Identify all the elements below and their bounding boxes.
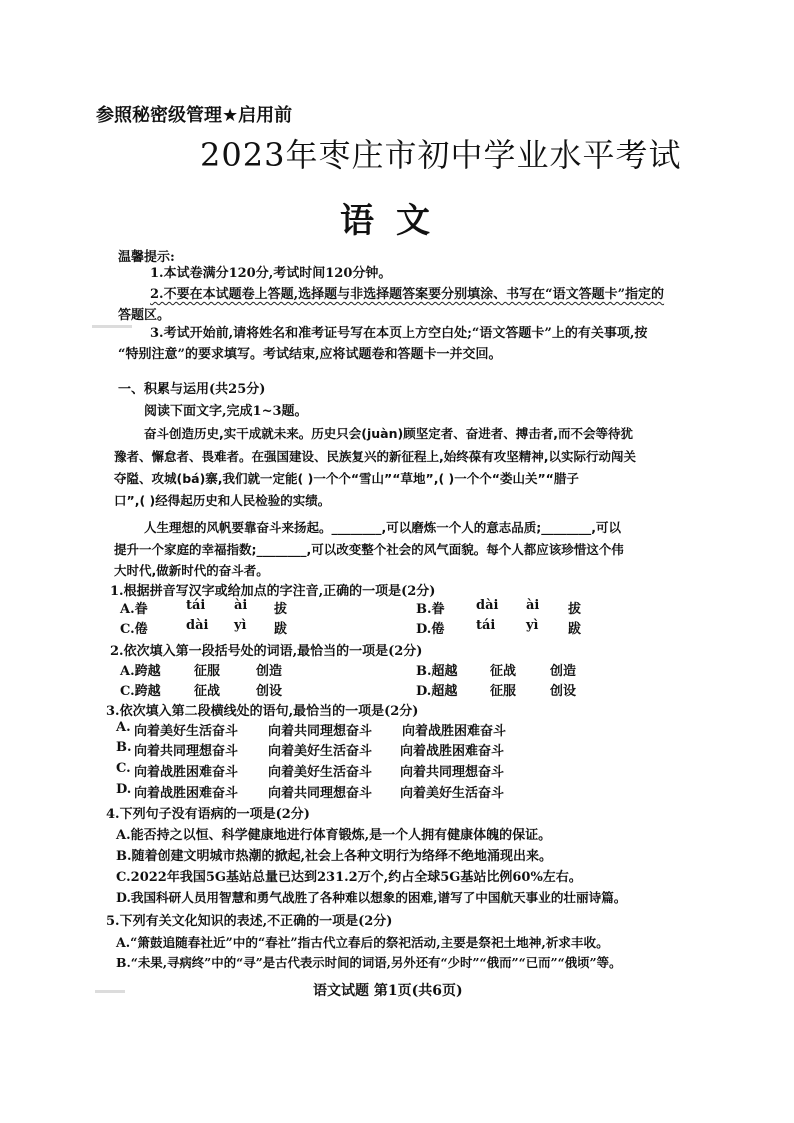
option-part: 创设 — [256, 684, 283, 699]
option-label: C.跨越 — [120, 684, 161, 699]
q1-option-d[interactable] — [416, 618, 582, 637]
option-label: A. — [116, 720, 131, 735]
option-label: D.倦 — [416, 622, 445, 637]
passage-line: 奋斗创造历史,实干成就未来。历史只会(juàn)顾坚定者、奋进者、搏击者,而不会等待犹 — [144, 426, 633, 441]
tips-heading: 温馨提示: — [118, 250, 175, 265]
passage-line: 人生理想的风帆要靠奋斗来扬起。________,可以磨炼一个人的意志品质;________,可以 — [144, 520, 621, 535]
q4-option-c[interactable]: C.2022年我国5G基站总量已达到231.2万个,约占全球5G基站比例60%左右。 — [116, 870, 582, 885]
question-2-stem: 2.依次填入第一段括号处的词语,最恰当的一项是(2分) — [110, 644, 423, 659]
option-label: C. — [116, 761, 131, 776]
question-4-stem: 4.下列句子没有语病的一项是(2分) — [106, 807, 310, 822]
question-5-stem: 5.下列有关文化知识的表述,不正确的一项是(2分) — [106, 914, 393, 929]
option-label: D. — [116, 782, 132, 797]
option-part: yì — [526, 618, 539, 633]
tip-2-cont: 答题区。 — [118, 308, 171, 323]
section-intro: 阅读下面文字,完成1~3题。 — [144, 404, 308, 419]
passage-line: 夺隘、攻城(bá)寨,我们就一定能( )一个个“雪山”“草地”,( )一个个“娄山关”“腊子 — [114, 471, 579, 486]
option-part: 征服 — [194, 664, 221, 679]
option-part: 征战 — [490, 664, 517, 679]
q2-option-a[interactable] — [120, 660, 283, 679]
q1-option-a[interactable] — [120, 598, 288, 617]
option-part: 向着战胜困难奋斗 — [134, 786, 239, 801]
page-footer: 语文试题 第1页(共6页) — [313, 983, 463, 999]
q1-option-c[interactable] — [120, 618, 288, 637]
option-part: 向着共同理想奋斗 — [268, 724, 373, 739]
option-part: 征战 — [194, 684, 221, 699]
confidentiality-label: 参照秘密级管理★启用前 — [96, 105, 293, 126]
q4-option-d[interactable]: D.我国科研人员用智慧和勇气战胜了各种难以想象的困难,谱写了中国航天事业的壮丽诗篇。 — [116, 890, 627, 905]
option-part: 向着战胜困难奋斗 — [134, 765, 239, 780]
question-3-stem: 3.依次填入第二段横线处的语句,最恰当的一项是(2分) — [106, 704, 419, 719]
scan-smudge — [95, 990, 125, 993]
tip-3: 3.考试开始前,请将姓名和准考证号写在本页上方空白处;“语文答题卡”上的有关事项,按 — [150, 326, 648, 341]
q5-option-b[interactable]: B.“未果,寻病终”中的“寻”是古代表示时间的词语,另外还有“少时”“俄而”“已而”“俄顷”等。 — [116, 955, 622, 970]
option-part: 向着战胜困难奋斗 — [400, 744, 505, 759]
passage-line: 豫者、懈怠者、畏难者。在强国建设、民族复兴的新征程上,始终葆有攻坚精神,以实际行动闯关 — [114, 449, 636, 464]
passage-line: 提升一个家庭的幸福指数;________,可以改变整个社会的风气面貌。每个人都应该珍惜这个伟 — [114, 542, 624, 557]
tip-1: 1.本试卷满分120分,考试时间120分钟。 — [150, 266, 392, 281]
option-part: 拔 — [274, 602, 288, 617]
option-label: B. — [116, 740, 132, 755]
q2-option-d[interactable] — [416, 680, 577, 699]
option-part: 跋 — [568, 622, 582, 637]
tip-2: 2.不要在本试题卷上答题,选择题与非选择题答案要分别填涂、书写在“语文答题卡”指定的 — [150, 287, 665, 302]
option-part: 创设 — [550, 684, 577, 699]
section-title: 一、积累与运用(共25分) — [118, 382, 266, 397]
option-part: 拔 — [568, 602, 582, 617]
q4-option-a[interactable]: A.能否持之以恒、科学健康地进行体育锻炼,是一个人拥有健康体魄的保证。 — [116, 828, 552, 843]
option-part: 跋 — [274, 622, 288, 637]
option-part: 征服 — [490, 684, 517, 699]
option-label: A.跨越 — [120, 664, 161, 679]
option-part: dài — [186, 618, 209, 633]
exam-title: 2023年枣庄市初中学业水平考试 — [200, 136, 682, 174]
q2-option-c[interactable] — [120, 680, 283, 699]
q2-option-b[interactable] — [416, 660, 577, 679]
option-label: D.超越 — [416, 684, 458, 699]
option-label: B.眷 — [416, 602, 445, 617]
option-part: 向着美好生活奋斗 — [134, 724, 239, 739]
q3-option-c[interactable] — [116, 761, 505, 780]
option-part: 向着战胜困难奋斗 — [402, 724, 507, 739]
option-part: dài — [476, 598, 499, 613]
option-part: 向着美好生活奋斗 — [400, 786, 505, 801]
option-part: 向着共同理想奋斗 — [134, 744, 239, 759]
option-part: 向着共同理想奋斗 — [400, 765, 505, 780]
q3-option-a[interactable] — [116, 720, 507, 739]
option-part: tái — [186, 598, 206, 613]
q3-option-b[interactable] — [116, 740, 505, 759]
passage-line: 口”,( )经得起历史和人民检验的实绩。 — [114, 493, 331, 508]
option-part: ài — [234, 598, 248, 613]
q5-option-a[interactable]: A.“箫鼓追随春社近”中的“春社”指古代立春后的祭祀活动,主要是祭祀土地神,祈求丰收。 — [116, 935, 609, 950]
question-1-stem: 1.根据拼音写汉字或给加点的字注音,正确的一项是(2分) — [110, 584, 436, 599]
option-label: B.超越 — [416, 664, 458, 679]
option-part: yì — [234, 618, 247, 633]
tip-3-cont: “特别注意”的要求填写。考试结束,应将试题卷和答题卡一并交回。 — [118, 347, 502, 362]
option-label: A.眷 — [120, 602, 148, 617]
option-part: ài — [526, 598, 540, 613]
subject-title: 语文 — [340, 201, 452, 241]
q4-option-b[interactable]: B.随着创建文明城市热潮的掀起,社会上各种文明行为络绎不绝地涌现出来。 — [116, 849, 553, 864]
option-part: 向着美好生活奋斗 — [268, 765, 373, 780]
option-label: C.倦 — [120, 622, 148, 637]
q3-option-d[interactable] — [116, 782, 505, 801]
option-part: 向着美好生活奋斗 — [268, 744, 373, 759]
option-part: 创造 — [256, 664, 283, 679]
option-part: 创造 — [550, 664, 577, 679]
option-part: tái — [476, 618, 496, 633]
q1-option-b[interactable] — [416, 598, 582, 617]
option-part: 向着共同理想奋斗 — [268, 786, 373, 801]
scan-smudge — [92, 325, 132, 328]
passage-line: 大时代,做新时代的奋斗者。 — [114, 563, 269, 578]
